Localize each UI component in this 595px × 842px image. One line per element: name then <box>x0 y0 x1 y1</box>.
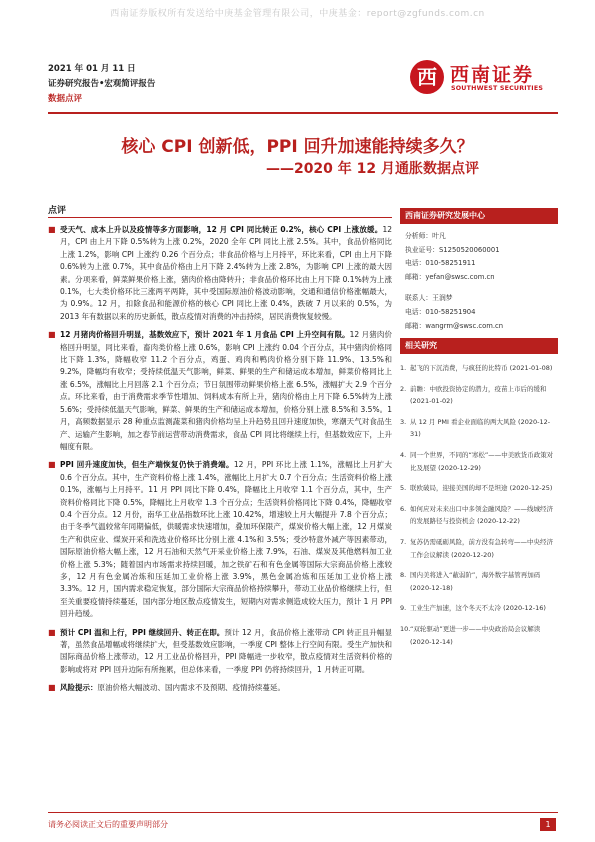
spacer <box>405 284 558 292</box>
paragraph-cpi <box>48 224 392 323</box>
related-item[interactable] <box>400 449 558 474</box>
related-item-number: 4. <box>400 450 407 459</box>
related-item-text: 工业生产加速，这个冬天不太冷 (2020-12-16) <box>410 604 546 613</box>
related-item-text: 从 12 月 PMI 看企业面临的两大风险 (2020-12-31) <box>410 417 551 439</box>
paragraph-lead: 受天气、成本上升以及疫情等多方面影响，12 月 CPI 同比转正 0.2%，核心 CPI 上涨放缓。 <box>60 225 383 234</box>
analyst-license: 执业证号：S1250520060001 <box>405 245 500 254</box>
header-divider <box>48 112 558 114</box>
analyst-panel <box>400 208 558 333</box>
logo-english: SOUTHWEST SECURITIES <box>451 85 544 92</box>
bullet-icon: ■ <box>48 330 56 340</box>
analyst-info <box>400 224 558 333</box>
related-item-text: 如何应对未来出口中多领金融风险？——线城经济的发展路径与投资机会 (2020-12-22) <box>410 504 553 526</box>
report-date: 2021 年 01 月 11 日 <box>48 64 136 74</box>
report-title: 核心 CPI 创新低，PPI 回升加速能持续多久？ <box>121 137 474 157</box>
analyst-panel-heading: 西南证券研究发展中心 <box>400 208 558 224</box>
related-item-text: 起飞的下沉消费，与疯狂的比特币 (2021-01-08) <box>410 364 553 372</box>
paragraph-outlook <box>48 627 392 677</box>
related-item-number: 9. <box>400 604 407 613</box>
related-item-number: 6. <box>400 504 407 513</box>
paragraph-body: 预计 12 月，食品价格上涨带动 CPI 转正且升幅显著，虽然食品增幅或将继续扩大，但受基数效应影响，一季度 CPI 整体上行空间有限。受生产加快和国际商品价格上涨带动，12 月工业品价格回升，PPI 降幅进一步收窄，散点疫情对生活资料价格的影响或将对 PPI 回升边际有所拖累，但总体来看，一季度 PPI 仍将持续回升，1 月转正可期。 <box>60 627 392 674</box>
company-logo <box>410 58 560 98</box>
related-item[interactable] <box>400 602 558 615</box>
section-label: 点评 <box>48 206 67 216</box>
related-item-number: 1. <box>400 364 407 372</box>
section-divider <box>48 217 392 218</box>
page-number: 1 <box>540 818 556 831</box>
bullet-icon: ■ <box>48 225 56 234</box>
related-item[interactable] <box>400 416 558 441</box>
bullet-icon: ■ <box>48 460 56 470</box>
footer-divider <box>48 812 558 813</box>
related-item[interactable] <box>400 362 558 375</box>
related-item-number: 8. <box>400 571 407 580</box>
contact-name: 联系人：王润梦 <box>405 294 453 303</box>
related-item-text: 复苏仍需砥砺风险，前方没有急转弯——中央经济工作会议解读 (2020-12-20) <box>410 537 553 559</box>
related-item[interactable] <box>400 569 558 594</box>
analyst-email[interactable]: 邮箱：yefan@swsc.com.cn <box>405 272 495 281</box>
analyst-phone: 电话：010-58251911 <box>405 259 476 268</box>
contact-email[interactable]: 邮箱：wangrm@swsc.com.cn <box>405 321 504 330</box>
related-item[interactable] <box>400 536 558 561</box>
footer-disclaimer: 请务必阅读正文后的重要声明部分 <box>48 820 168 829</box>
paragraph-risk <box>48 682 392 694</box>
paragraph-lead: PPI 回升速度加快，但生产端恢复仍快于消费端。 <box>60 460 234 470</box>
main-content <box>48 224 392 701</box>
related-list <box>400 354 558 648</box>
related-item-number: 2. <box>400 384 407 393</box>
related-research-heading: 相关研究 <box>400 338 558 354</box>
report-category: 数据点评 <box>48 94 83 104</box>
paragraph-lead: 风险提示： <box>60 683 98 693</box>
report-type: 证券研究报告•宏观简评报告 <box>48 79 156 89</box>
related-item[interactable] <box>400 503 558 528</box>
contact-phone: 电话：010-58251904 <box>405 307 476 316</box>
paragraph-ppi <box>48 459 392 620</box>
bullet-icon: ■ <box>48 627 56 637</box>
logo-name: 西南证券 <box>450 64 535 86</box>
paragraph-body: 12月，CPI 由上月下降 0.5%转为上涨 0.2%，2020 全年 CPI 同比上涨 2.5%。其中，食品价格同比上涨 1.2%，影响 CPI 上涨约 0.26 个百分点；非食品价格与上月持平，环比来看，CPI 由上月下降 0.6%转为上涨 0.7%，其中食品价格由上月下降 2.4%转为上涨 2.8%，为影响 CPI 上涨的最大因素。分项来看，鲜菜鲜果价格上涨，猪肉价格由降转升；非食品价格环比由上月下降 0.1%转为上涨 0.1%，七大类价格环比三涨两平两降，其中受国际原油价格波动影响，交通和通信价格涨幅最大，为 0.9%。12 月，扣除食品和能源价格的核心 CPI 同比上涨 0.4%，跌破 7 月以来的 0.5%，为 2013 年有数据以来的历史新低，散点疫情对消费的冲击持续，居民消费恢复较慢。 <box>60 225 392 321</box>
related-research <box>400 338 558 656</box>
related-item-text: 前瞻：中欧投资协定的潜力，疫苗上市后的缓和 (2021-01-02) <box>410 384 547 406</box>
paragraph-food <box>48 329 392 453</box>
related-item-text: 联欧破局，迎接美国的却不是坦途 (2020-12-25) <box>410 484 553 493</box>
related-item-number: 7. <box>400 537 407 546</box>
watermark: 西南证券版权所有发送给中庚基金管理有限公司，中庚基金：report@zgfunds.com.cn <box>110 9 485 19</box>
related-item-text: 国内美将进入“蔽弱阶”，海外数字基管再加码 (2020-12-18) <box>410 571 541 592</box>
paragraph-lead: 12 月猪肉价格回升明显，基数效应下，预计 2021 年 1 月食品 CPI 上升空间有限。 <box>60 330 350 340</box>
paragraph-body: 12 月猪肉价格回升明显，同比来看，畜肉类价格上涨 0.6%，影响 CPI 上涨约 0.04 个百分点，其中猪肉价格同比下降 1.3%，降幅收窄 11.2 个百分点，鸡蛋、鸡肉和鸭肉价格分别下降 11.9%、13.5%和 9.2%，降幅均有收窄；受持续低温天气影响，鲜菜、鲜果的生产和储运成本增加，鲜菜价格同比上涨 6.5%，涨幅比上月回落 2.1 个百分点；节日氛围带动鲜果价格上涨 6.5%，涨幅扩大 2.9 个百分点。环比来看，由于消费需求季节性增加、饲料成本有所上升，猪肉价格由上月下降 6.5%转为上涨 5.6%；受持续低温天气影响，鲜菜、鲜果的生产和储运成本增加，价格分别上涨 8.5%和 3.5%。1 月，高频数据显示 28 种重点监测蔬菜和猪肉价格均呈上升趋势且回升速度加快，寒潮天气对食品生产、运输产生影响，加之春节前运营带动消费需求，食品 CPI 同比将继续上行，但基数效应下，上升幅度有限。 <box>60 330 392 451</box>
paragraph-lead: 预计 CPI 温和上行，PPI 继续回升、转正在即。 <box>60 627 225 637</box>
related-item-number: 10. <box>400 624 411 633</box>
related-item[interactable] <box>400 482 558 495</box>
related-item[interactable] <box>400 623 558 648</box>
related-item[interactable] <box>400 383 558 408</box>
report-subtitle: ——2020 年 12 月通胀数据点评 <box>265 161 480 177</box>
report-meta <box>48 62 155 107</box>
logo-mark-icon: 西 <box>410 60 444 94</box>
related-item-text: “双轮驱动”更进一步——中央政治局会议解读 (2020-12-14) <box>410 624 541 646</box>
related-item-number: 5. <box>400 484 407 493</box>
analyst-name: 分析师：叶凡 <box>405 232 446 240</box>
bullet-icon: ■ <box>48 683 56 693</box>
paragraph-body: 12 月，PPI 环比上涨 1.1%，涨幅比上月扩大 0.6 个百分点。其中，生产资料价格上涨 1.4%，涨幅比上月扩大 0.7 个百分点；生活资料价格上涨 0.1%，涨幅与上月持平。11 月 PPI 同比下降 0.4%，降幅比上月收窄 1.1 个百分点，其中，生产资料价格同比下降 0.5%，降幅比上月收窄 1.3 个百分点；生活资料价格同比下降 0.4%，降幅收窄 0.4 个百分点。12 月份，南华工业品指数环比上涨 10.42%，增速较上月大幅提升 7.8 个百分点；由于冬季气温较常年同期偏低，供暖需求快速增加，叠加环保限产，煤炭价格大幅上涨，12 月煤炭生产和供应业、煤炭开采和洗选业价格环比分别上涨 4.1%和 3.5%；受沙特意外减产等因素带动，国际原油价格大幅上涨，12 月石油和天然气开采业价格上涨 7.9%，石油、煤炭及其他燃料加工业价格上涨 5.3%；随着国内市场需求持续回暖，加之铁矿石和有色金属等国际大宗商品价格上涨较多，12 月有色金属冶炼和压延加工业价格上涨 3.9%，黑色金属冶炼和压延加工业价格上涨 3.3%。12 月，国内需求稳定恢复，部分国际大宗商品价格持续攀升，带动工业品价格继续上行，但至关重要疫情持续蔓延，国内部分地区散点疫情发生，短期内对需求侧造成较大压力，预计 1 月 PPI 回升趋缓。 <box>60 460 392 619</box>
paragraph-body: 原油价格大幅波动、国内需求不及预期、疫情持续蔓延。 <box>97 683 285 693</box>
related-item-text: 同一个世界，不同的“寒松”——中美欧货币政策对比及展望 (2020-12-29) <box>410 450 554 472</box>
related-item-number: 3. <box>400 417 407 426</box>
